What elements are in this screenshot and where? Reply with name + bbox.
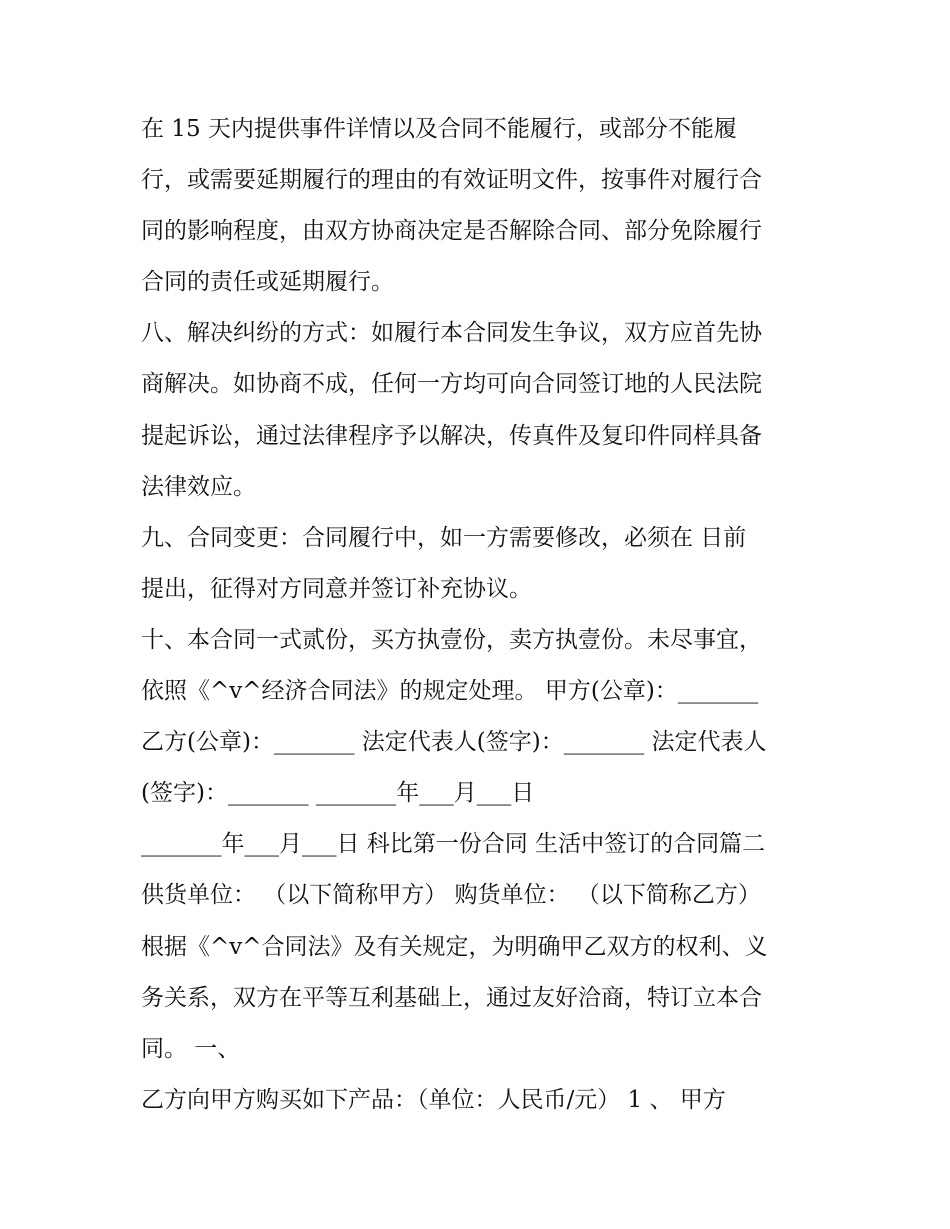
text-line: 务关系，双方在平等互利基础上，通过友好洽商，特订立本合 bbox=[141, 984, 762, 1011]
text-line: 依照《^v^经济合同法》的规定处理。 甲方(公章)：_______ bbox=[141, 678, 759, 705]
text-line: 在 15 天内提供事件详情以及合同不能履行，或部分不能履 bbox=[141, 116, 737, 142]
text-line: 十、本合同一式贰份，买方执壹份，卖方执壹份。未尽事宜， bbox=[141, 626, 762, 653]
text-line: 八、解决纠纷的方式：如履行本合同发生争议，双方应首先协 bbox=[141, 320, 762, 347]
text-line: 乙方向甲方购买如下产品：（单位：人民币/元） 1 、 甲方 bbox=[141, 1086, 726, 1113]
text-line: 提出，征得对方同意并签订补充协议。 bbox=[141, 575, 532, 602]
text-line: 供货单位： （以下简称甲方） 购货单位： （以下简称乙方） bbox=[141, 882, 761, 909]
text-line: 提起诉讼，通过法律程序予以解决，传真件及复印件同样具备 bbox=[141, 422, 762, 449]
document-body bbox=[141, 104, 821, 1126]
text-line: 九、合同变更：合同履行中，如一方需要修改，必须在 日前 bbox=[141, 524, 747, 551]
text-line: 同的影响程度，由双方协商决定是否解除合同、部分免除履行 bbox=[141, 218, 762, 245]
text-line: 合同的责任或延期履行。 bbox=[141, 269, 394, 296]
text-line: _______年___月___日 科比第一份合同 生活中签订的合同篇二 bbox=[141, 831, 766, 858]
text-line: 行，或需要延期履行的理由的有效证明文件，按事件对履行合 bbox=[141, 167, 762, 194]
text-line: 根据《^v^合同法》及有关规定，为明确甲乙双方的权利、义 bbox=[141, 933, 768, 960]
text-line: 法律效应。 bbox=[141, 473, 256, 500]
text-line: (签字)：_______ _______年___月___日 bbox=[141, 780, 535, 807]
text-line: 乙方(公章)：_______ 法定代表人(签字)：_______ 法定代表人 bbox=[141, 729, 767, 756]
text-line: 商解决。如协商不成，任何一方均可向合同签订地的人民法院 bbox=[141, 371, 762, 398]
text-line: 同。 一、 bbox=[141, 1035, 241, 1062]
